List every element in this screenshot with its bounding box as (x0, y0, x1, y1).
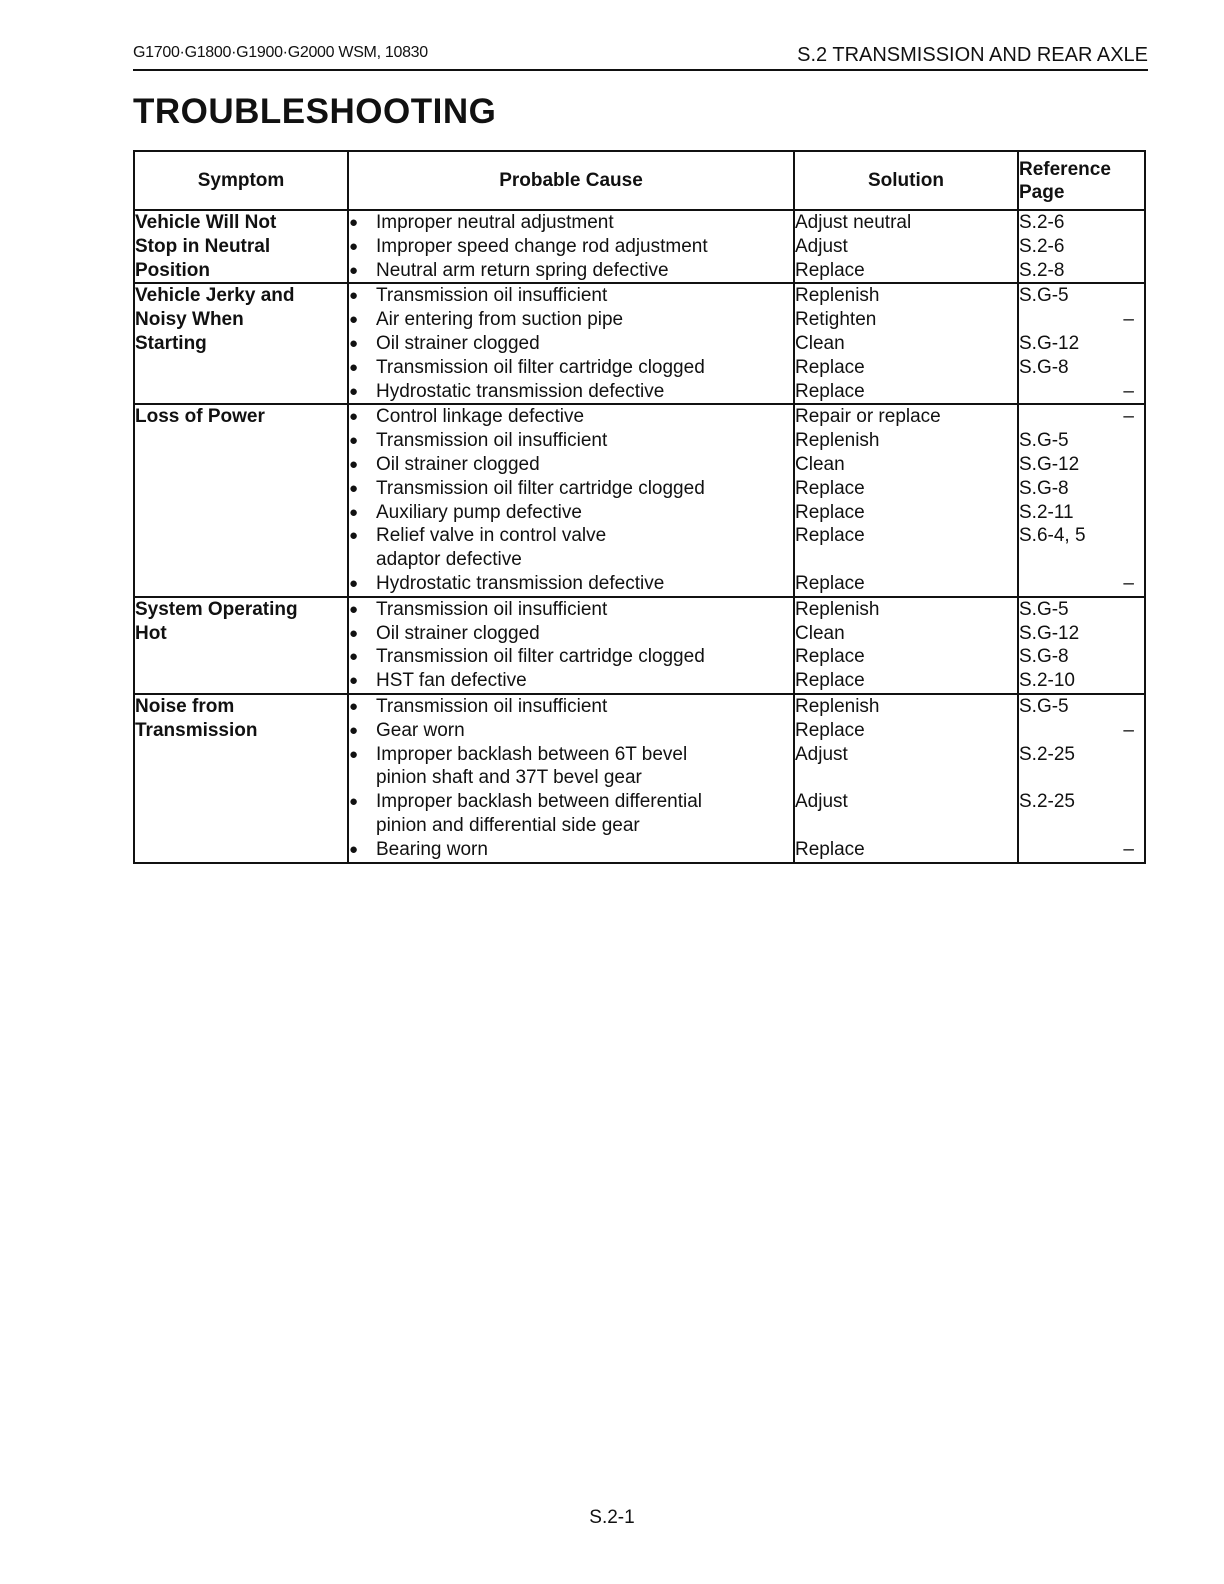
cause-line: Transmission oil filter cartridge clogged (376, 646, 705, 668)
cause-item (349, 572, 793, 596)
cause-item (349, 524, 793, 572)
table-row (134, 404, 1145, 596)
table-row (134, 283, 1145, 404)
probable-cause-cell (348, 694, 794, 863)
symptom-cell (134, 404, 348, 596)
reference-page: S.G-5 (1019, 598, 1069, 620)
symptom-line: Vehicle Jerky and (135, 285, 295, 307)
reference-page: S.2-25 (1019, 743, 1075, 765)
bullet-icon: ● (349, 574, 359, 592)
symptom-cell (134, 694, 348, 863)
symptom-line: Starting (135, 332, 207, 354)
table-row (134, 597, 1145, 694)
troubleshooting-table (133, 150, 1146, 864)
reference-page: S.2-25 (1019, 791, 1075, 813)
reference-page: – (1123, 380, 1134, 402)
bullet-icon: ● (349, 648, 359, 666)
cause-text (376, 380, 793, 404)
cause-text (376, 622, 793, 646)
cause-line: Transmission oil filter cartridge clogged (376, 477, 705, 499)
solution-line: Replenish (795, 285, 880, 307)
cause-item (349, 695, 793, 719)
reference-page-cell (1018, 597, 1145, 694)
solution-line: Adjust (795, 235, 848, 257)
solution-line: Replenish (795, 598, 880, 620)
cause-line: Relief valve in control valve (376, 525, 607, 547)
bullet-icon: ● (349, 237, 359, 255)
reference-page: S.2-8 (1019, 259, 1065, 281)
symptom-line: System Operating (135, 598, 298, 620)
cause-text (376, 790, 793, 838)
reference-page: S.2-6 (1019, 212, 1065, 233)
cause-item (349, 308, 793, 332)
cause-text (376, 743, 793, 791)
solution-line: Replace (795, 259, 865, 281)
bullet-icon: ● (349, 214, 359, 231)
cause-line: Bearing worn (376, 838, 488, 860)
cause-item (349, 501, 793, 525)
reference-page: S.G-5 (1019, 285, 1069, 307)
cause-item (349, 453, 793, 477)
cause-text (376, 332, 793, 356)
cause-text (376, 524, 793, 572)
cause-line: Transmission oil filter cartridge clogged (376, 356, 705, 378)
solution-cell (794, 283, 1018, 404)
bullet-icon: ● (349, 624, 359, 642)
cause-item (349, 743, 793, 791)
reference-page-cell (1018, 404, 1145, 596)
cause-item (349, 356, 793, 380)
reference-page: – (1123, 572, 1134, 594)
column-header-cause: Probable Cause (348, 151, 794, 210)
solution-cell (794, 210, 1018, 283)
cause-item (349, 332, 793, 356)
symptom-cell (134, 597, 348, 694)
cause-line: Improper backlash between 6T bevel (376, 743, 688, 765)
cause-item (349, 429, 793, 453)
solution-line: Replace (795, 477, 865, 499)
probable-cause-cell (348, 210, 794, 283)
bullet-icon: ● (349, 793, 359, 811)
cause-text (376, 405, 793, 429)
solution-line: Repair or replace (795, 406, 941, 428)
cause-item (349, 284, 793, 308)
cause-item (349, 598, 793, 622)
symptom-line: Loss of Power (135, 406, 265, 428)
reference-page: S.G-8 (1019, 646, 1069, 668)
bullet-icon: ● (349, 697, 359, 715)
probable-cause-cell (348, 597, 794, 694)
manual-model-header: G1700·G1800·G1900·G2000 WSM, 10830 (133, 44, 428, 61)
cause-line: Oil strainer clogged (376, 332, 540, 354)
cause-line: Gear worn (376, 719, 465, 741)
spacer (795, 766, 1017, 790)
cause-line: Transmission oil insufficient (376, 285, 608, 307)
bullet-icon: ● (349, 334, 359, 352)
cause-text (376, 259, 793, 283)
bullet-icon: ● (349, 311, 359, 329)
solution-line: Replace (795, 525, 865, 547)
bullet-icon: ● (349, 408, 359, 426)
bullet-icon: ● (349, 721, 359, 739)
cause-item (349, 211, 793, 235)
reference-page: S.G-5 (1019, 695, 1069, 717)
cause-text (376, 235, 793, 259)
symptom-line: Transmission (135, 719, 258, 741)
solution-line: Clean (795, 332, 845, 354)
cause-text (376, 645, 793, 669)
cause-item (349, 719, 793, 743)
reference-header-line2: Page (1019, 181, 1065, 203)
cause-line: Neutral arm return spring defective (376, 259, 669, 281)
cause-line: Auxiliary pump defective (376, 501, 582, 523)
reference-page-cell (1018, 694, 1145, 863)
reference-page: S.G-12 (1019, 453, 1080, 475)
symptom-line: Position (135, 259, 210, 281)
solution-line: Retighten (795, 309, 877, 331)
cause-text (376, 477, 793, 501)
page-number: S.2-1 (589, 1507, 635, 1528)
reference-page-cell (1018, 283, 1145, 404)
cause-line: Improper speed change rod adjustment (376, 235, 708, 257)
reference-page: – (1123, 719, 1134, 741)
cause-text (376, 356, 793, 380)
reference-page: – (1123, 309, 1134, 331)
cause-line: HST fan defective (376, 670, 527, 692)
table-row (134, 210, 1145, 283)
solution-line: Replace (795, 380, 865, 402)
bullet-icon: ● (349, 455, 359, 473)
reference-page: S.G-5 (1019, 430, 1069, 452)
reference-page: S.G-8 (1019, 356, 1069, 378)
cause-text (376, 695, 793, 719)
cause-item (349, 622, 793, 646)
bullet-icon: ● (349, 382, 359, 400)
reference-page: S.2-11 (1019, 501, 1074, 523)
cause-text (376, 211, 793, 235)
solution-line: Adjust neutral (795, 212, 912, 233)
solution-line: Replenish (795, 430, 880, 452)
symptom-line: Stop in Neutral (135, 235, 271, 257)
spacer (1019, 766, 1144, 790)
solution-line: Replace (795, 356, 865, 378)
solution-line: Clean (795, 622, 845, 644)
bullet-icon: ● (349, 503, 359, 521)
symptom-line: Noisy When (135, 309, 244, 331)
cause-item (349, 838, 793, 862)
reference-page: S.G-12 (1019, 622, 1080, 644)
bullet-icon: ● (349, 672, 359, 690)
solution-line: Clean (795, 453, 845, 475)
cause-text (376, 501, 793, 525)
bullet-icon: ● (349, 527, 359, 545)
cause-item (349, 645, 793, 669)
cause-line: Transmission oil insufficient (376, 430, 608, 452)
cause-item (349, 380, 793, 404)
column-header-reference (1018, 151, 1145, 210)
symptom-line: Noise from (135, 695, 235, 717)
cause-line-continued: adaptor defective (376, 549, 522, 571)
reference-page: S.G-8 (1019, 477, 1069, 499)
cause-line: Transmission oil insufficient (376, 695, 608, 717)
bullet-icon: ● (349, 358, 359, 376)
cause-line-continued: pinion and differential side gear (376, 814, 640, 836)
symptom-line: Vehicle Will Not (135, 212, 277, 233)
cause-item (349, 259, 793, 283)
reference-header-line1: Reference (1019, 158, 1111, 180)
solution-line: Replace (795, 572, 865, 594)
cause-text (376, 453, 793, 477)
probable-cause-cell (348, 283, 794, 404)
cause-item (349, 477, 793, 501)
symptom-line: Hot (135, 622, 167, 644)
solution-cell (794, 694, 1018, 863)
bullet-icon: ● (349, 261, 359, 279)
cause-text (376, 308, 793, 332)
reference-page: – (1123, 406, 1134, 428)
bullet-icon: ● (349, 600, 359, 618)
solution-line: Replace (795, 838, 865, 860)
cause-line: Oil strainer clogged (376, 622, 540, 644)
cause-text (376, 838, 793, 862)
header-divider (133, 69, 1148, 71)
reference-page-cell (1018, 210, 1145, 283)
reference-page: S.2-10 (1019, 670, 1075, 692)
cause-line: Control linkage defective (376, 406, 585, 428)
reference-page: S.G-12 (1019, 332, 1080, 354)
column-header-solution: Solution (794, 151, 1018, 210)
bullet-icon: ● (349, 745, 359, 763)
spacer (795, 814, 1017, 838)
cause-item (349, 669, 793, 693)
symptom-cell (134, 210, 348, 283)
cause-item (349, 405, 793, 429)
cause-text (376, 429, 793, 453)
reference-page: – (1123, 838, 1134, 860)
table-row (134, 694, 1145, 863)
spacer (1019, 548, 1144, 572)
bullet-icon: ● (349, 840, 359, 858)
bullet-icon: ● (349, 432, 359, 450)
cause-text (376, 284, 793, 308)
solution-line: Replace (795, 719, 865, 741)
cause-line: Air entering from suction pipe (376, 309, 624, 331)
solution-line: Adjust (795, 791, 848, 813)
cause-text (376, 572, 793, 596)
cause-line: Transmission oil insufficient (376, 598, 608, 620)
table-header-row (134, 151, 1145, 210)
cause-line: Improper neutral adjustment (376, 212, 614, 233)
cause-item (349, 790, 793, 838)
solution-line: Replace (795, 501, 865, 523)
column-header-symptom: Symptom (134, 151, 348, 210)
cause-text (376, 669, 793, 693)
solution-line: Replace (795, 670, 865, 692)
cause-line: Hydrostatic transmission defective (376, 572, 665, 594)
spacer (1019, 814, 1144, 838)
cause-line: Hydrostatic transmission defective (376, 380, 665, 402)
solution-line: Replace (795, 646, 865, 668)
reference-page: S.2-6 (1019, 235, 1065, 257)
solution-cell (794, 404, 1018, 596)
page-title: TROUBLESHOOTING (133, 92, 497, 131)
spacer (795, 548, 1017, 572)
cause-line-continued: pinion shaft and 37T bevel gear (376, 767, 642, 789)
cause-text (376, 719, 793, 743)
probable-cause-cell (348, 404, 794, 596)
solution-line: Adjust (795, 743, 848, 765)
symptom-cell (134, 283, 348, 404)
cause-item (349, 235, 793, 259)
bullet-icon: ● (349, 479, 359, 497)
bullet-icon: ● (349, 287, 359, 305)
reference-page: S.6-4, 5 (1019, 525, 1086, 547)
solution-cell (794, 597, 1018, 694)
cause-line: Oil strainer clogged (376, 453, 540, 475)
section-header: S.2 TRANSMISSION AND REAR AXLE (797, 44, 1148, 66)
cause-text (376, 598, 793, 622)
cause-line: Improper backlash between differential (376, 791, 703, 813)
solution-line: Replenish (795, 695, 880, 717)
